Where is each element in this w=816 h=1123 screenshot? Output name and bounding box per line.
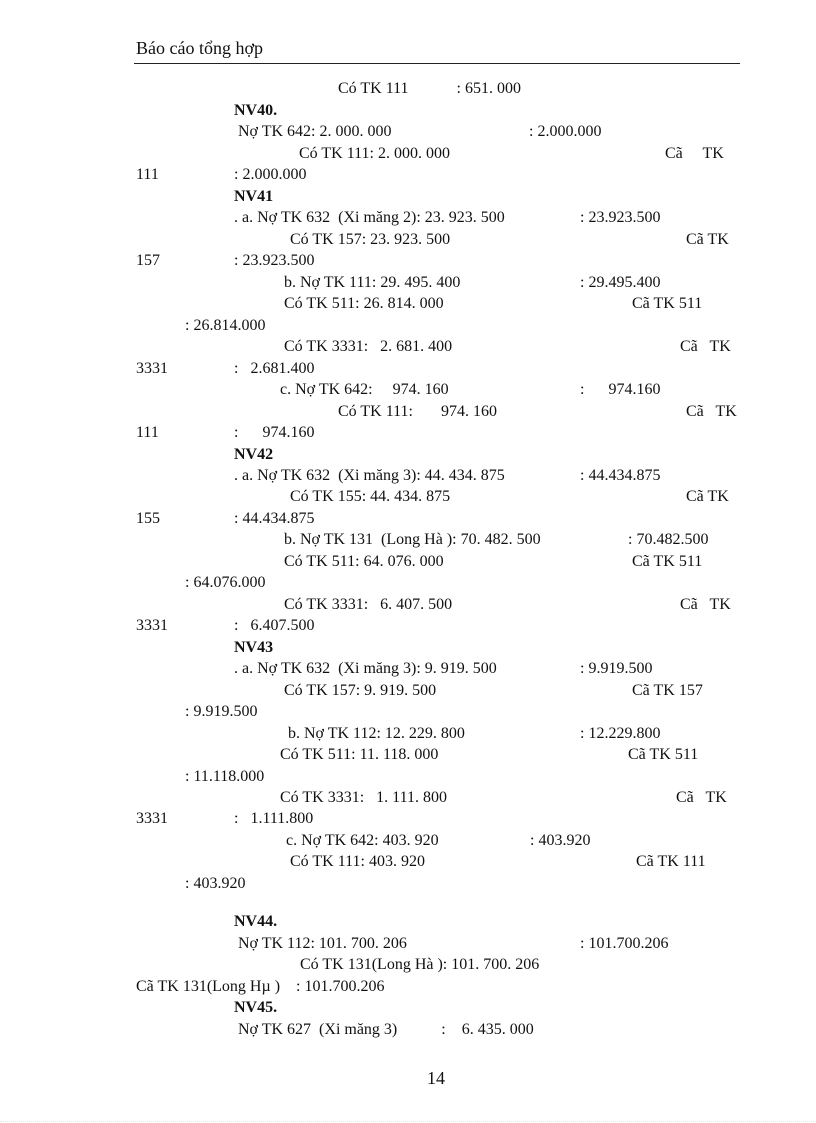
text-line: b. Nợ TK 131 (Long Hà ): 70. 482. 500	[284, 531, 541, 548]
text-line: Cã TK 511	[632, 553, 703, 570]
text-line: Có TK 511: 64. 076. 000	[284, 553, 444, 570]
text-line: 157	[136, 252, 160, 269]
text-line: Có TK 3331: 2. 681. 400	[284, 338, 453, 355]
page-bottom-divider	[0, 1121, 816, 1122]
text-line: Nợ TK 112: 101. 700. 206	[238, 935, 407, 952]
text-line: . a. Nợ TK 632 (Xi măng 3): 44. 434. 875	[234, 467, 505, 484]
text-line: . a. Nợ TK 632 (Xi măng 3): 9. 919. 500	[234, 660, 497, 677]
text-line: Cã TK 131(Long Hµ ) : 101.700.206	[136, 978, 385, 995]
text-line: c. Nợ TK 642: 403. 920	[286, 832, 439, 849]
transaction-heading: NV42	[234, 446, 274, 463]
text-line: b. Nợ TK 111: 29. 495. 400	[284, 274, 461, 291]
text-line: : 70.482.500	[628, 531, 709, 548]
text-line: 3331	[136, 617, 168, 634]
text-line: : 2.681.400	[234, 360, 315, 377]
text-line: b. Nợ TK 112: 12. 229. 800	[288, 725, 465, 742]
text-line: Cã TK 511	[628, 746, 699, 763]
text-line: Có TK 131(Long Hà ): 101. 700. 206	[300, 956, 540, 973]
text-line: : 23.923.500	[580, 209, 661, 226]
text-line: Cã TK 111	[636, 853, 706, 870]
text-line: Nợ TK 627 (Xi măng 3) : 6. 435. 000	[238, 1021, 534, 1038]
text-line: Có TK 111: 403. 920	[290, 853, 425, 870]
text-line: . a. Nợ TK 632 (Xi măng 2): 23. 923. 500	[234, 209, 505, 226]
report-header: Báo cáo tổng hợp	[136, 38, 263, 58]
text-line: Có TK 157: 9. 919. 500	[284, 682, 437, 699]
transaction-heading: NV40.	[234, 102, 278, 119]
transaction-heading: NV41	[234, 188, 274, 205]
text-line: : 12.229.800	[580, 725, 661, 742]
text-line: Có TK 111: 974. 160	[338, 403, 497, 420]
text-line: : 9.919.500	[580, 660, 653, 677]
text-line: Nợ TK 642: 2. 000. 000	[238, 123, 392, 140]
transaction-heading: NV43	[234, 639, 274, 656]
text-line: : 44.434.875	[234, 510, 315, 527]
text-line: : 64.076.000	[185, 574, 266, 591]
text-line: Cã TK	[680, 596, 731, 613]
text-line: Cã TK 511	[632, 295, 703, 312]
text-line: Cã TK	[676, 789, 727, 806]
text-line: Có TK 3331: 6. 407. 500	[284, 596, 453, 613]
text-line: 3331	[136, 360, 168, 377]
text-line: 111	[136, 166, 159, 183]
text-line: Có TK 155: 44. 434. 875	[290, 488, 451, 505]
text-line: 111	[136, 424, 159, 441]
text-line: : 6.407.500	[234, 617, 315, 634]
text-line: : 9.919.500	[185, 703, 258, 720]
text-line: Có TK 511: 26. 814. 000	[284, 295, 444, 312]
text-line: : 23.923.500	[234, 252, 315, 269]
text-line: : 2.000.000	[529, 123, 602, 140]
text-line: : 403.920	[530, 832, 591, 849]
text-line: 155	[136, 510, 160, 527]
text-line: 3331	[136, 810, 168, 827]
transaction-heading: NV44.	[234, 913, 278, 930]
text-line: : 403.920	[185, 875, 246, 892]
text-line: Cã TK	[665, 145, 724, 162]
text-line: Cã TK	[686, 403, 737, 420]
text-line: : 1.111.800	[234, 810, 314, 827]
text-line: Có TK 3331: 1. 111. 800	[280, 789, 447, 806]
text-line: : 11.118.000	[185, 768, 265, 785]
text-line: : 974.160	[234, 424, 315, 441]
text-line: Có TK 511: 11. 118. 000	[280, 746, 439, 763]
text-line: Cã TK	[680, 338, 731, 355]
text-line: Có TK 111: 2. 000. 000	[299, 145, 450, 162]
text-line: c. Nợ TK 642: 974. 160	[280, 381, 449, 398]
text-line: : 29.495.400	[580, 274, 661, 291]
text-line: Cã TK	[686, 231, 729, 248]
header-divider	[134, 63, 740, 64]
text-line: Có TK 111 : 651. 000	[338, 80, 521, 97]
text-line: Cã TK	[686, 488, 729, 505]
text-line: : 974.160	[580, 381, 661, 398]
transaction-heading: NV45.	[234, 999, 278, 1016]
text-line: : 2.000.000	[234, 166, 307, 183]
page-number: 14	[427, 1068, 445, 1088]
text-line: Có TK 157: 23. 923. 500	[290, 231, 451, 248]
text-line: : 26.814.000	[185, 317, 266, 334]
text-line: Cã TK 157	[632, 682, 703, 699]
text-line: : 101.700.206	[580, 935, 669, 952]
text-line: : 44.434.875	[580, 467, 661, 484]
